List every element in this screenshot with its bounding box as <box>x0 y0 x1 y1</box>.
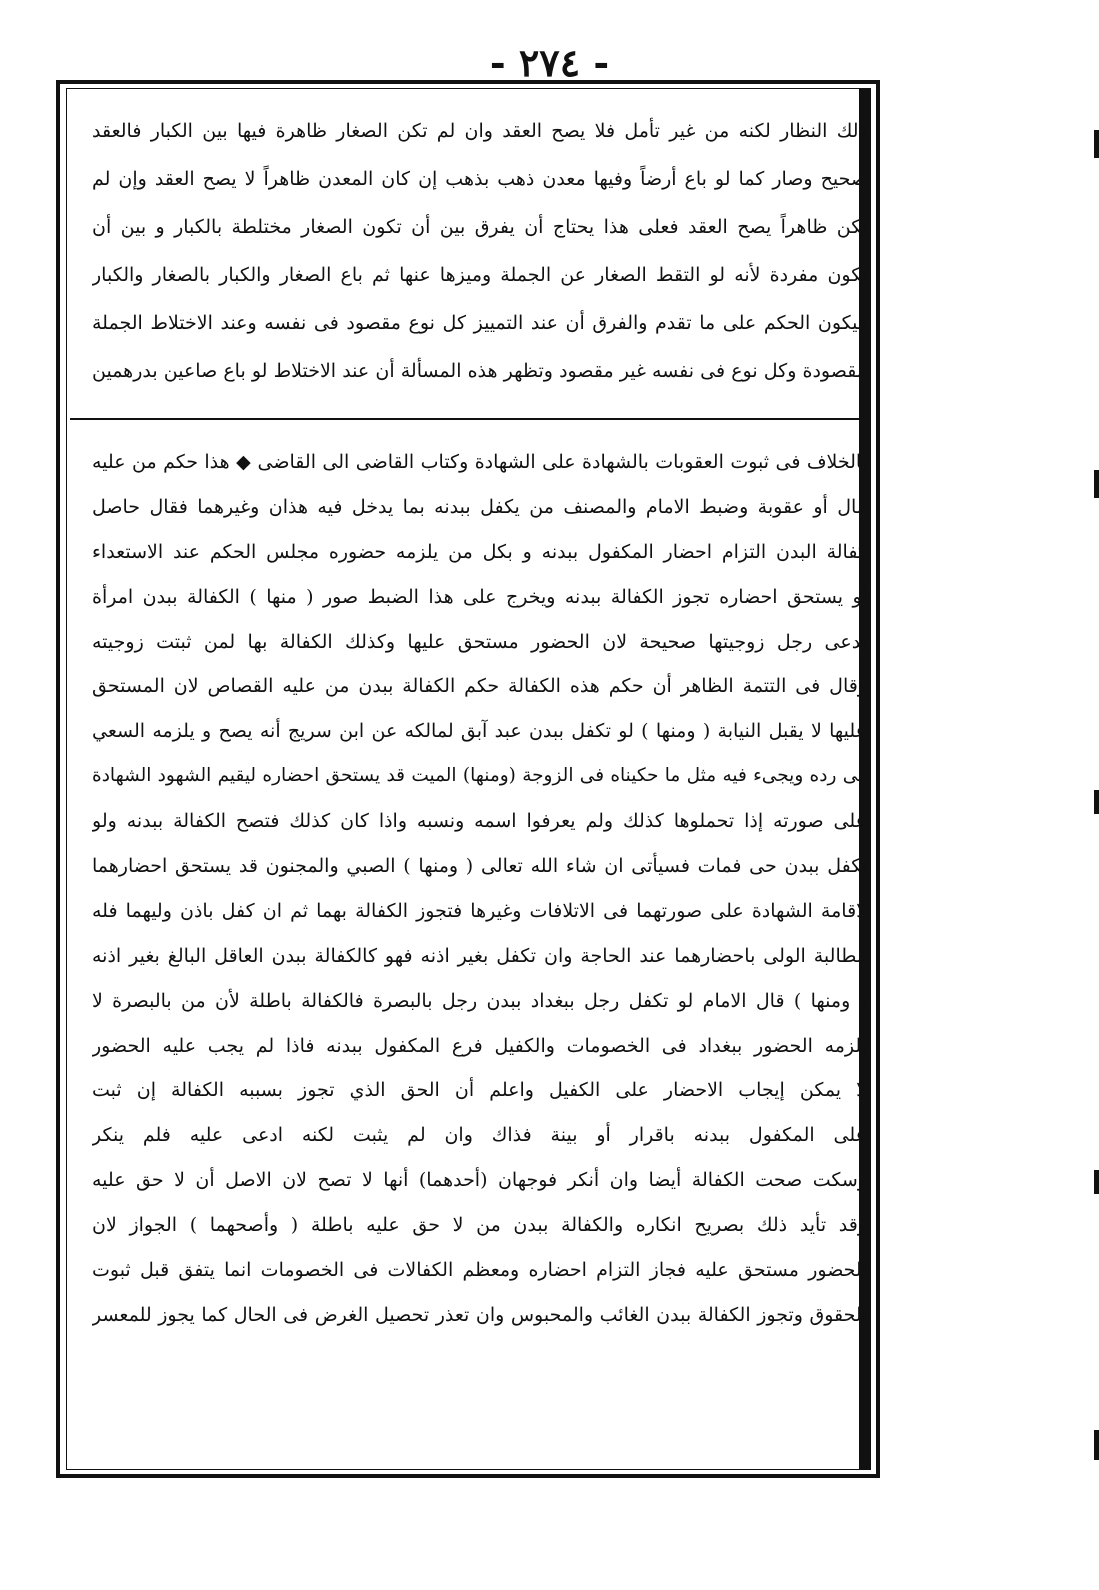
text-line: على المكفول ببدنه باقرار أو بينة فذاك وان لم يثبت لكنه ادعى عليه فلم ينكر <box>92 1124 867 1147</box>
text-line: ذلك النظار لكنه من غير تأمل فلا يصح العقد وان لم تكن الصغار ظاهرة فيها بين الكبار فالعقد <box>92 120 867 142</box>
section-divider <box>70 418 860 420</box>
text-line: وقد تأيد ذلك بصريح انكاره والكفالة ببدن من لا حق عليه باطلة ( وأصحهما ) الجواز لان <box>92 1214 867 1237</box>
text-line: مقصودة وكل نوع فى نفسه غير مقصود وتظهر هذه المسألة أن عند الاختلاط لو باع صاعين بدرهمين <box>92 360 867 382</box>
text-line: وسكت صحت الكفالة أيضا وان أنكر فوجهان (أحدهما) أنها لا تصح لان الاصل أن لا حق عليه <box>92 1169 867 1192</box>
text-line: لا يمكن إيجاب الاحضار على الكفيل واعلم أن الحق الذي تجوز بسببه الكفالة إن ثبت <box>92 1079 867 1102</box>
margin-mark <box>1094 130 1099 158</box>
text-line: الحضور مستحق عليه فجاز التزام احضاره ومعظم الكفالات فى الخصومات انما يتفق قبل ثبوت <box>92 1259 867 1282</box>
page-number: - ٢٧٤ - <box>489 40 610 85</box>
text-line: يكن ظاهراً يصح العقد فعلى هذا يحتاج أن يفرق بين أن تكون الصغار مختلطة بالكبار و بين أن <box>92 216 867 238</box>
text-line: عليها لا يقبل النيابة ( ومنها ) لو تكفل ببدن عبد آبق لمالكه عن ابن سريج أنه يصح و يلزمه السعي <box>92 720 867 743</box>
text-line: مال أو عقوبة وضبط الامام والمصنف من يكفل ببدنه بما يدخل فيه هذان وغيرهما فقال حاصل <box>92 495 867 518</box>
text-line: أو يستحق احضاره تجوز الكفالة ببدنه ويخرج على هذا الضبط صور ( منها ) الكفالة ببدن امرأة <box>92 585 867 608</box>
text-line: على صورته إذا تحملوها كذلك ولم يعرفوا اسمه ونسبه واذا كان كذلك فتصح الكفالة ببدنه ولو <box>92 810 867 833</box>
text-line: صحيح وصار كما لو باع أرضاً وفيها معدن ذهب بذهب إن كان المعدن ظاهراً لا يصح العقد وإن لم <box>92 168 867 190</box>
margin-mark <box>1094 790 1099 814</box>
text-line: كفالة البدن التزام احضار المكفول ببدنه و بكل من يلزمه حضوره مجلس الحكم عند الاستعداء <box>92 540 867 563</box>
text-line: يدعى رجل زوجيتها صحيحة لان الحضور مستحق عليها وكذلك الكفالة بها لمن ثبتت زوجيته <box>92 630 867 653</box>
text-line: مطالبة الولى باحضارهما عند الحاجة وان تكفل بغير اذنه فهو كالكفالة ببدن العاقل البالغ بغير اذنه <box>92 944 867 967</box>
margin-mark <box>1094 1170 1099 1194</box>
text-line: يلزمه الحضور ببغداد فى الخصومات والكفيل فرع المكفول ببدنه فاذا لم يجب عليه الحضور <box>92 1034 867 1057</box>
margin-mark <box>1094 470 1099 498</box>
lower-text-block <box>92 440 867 1338</box>
text-line: وقال فى التتمة الظاهر أن حكم هذه الكفالة حكم الكفالة ببدن من عليه القصاص لان المستحق <box>92 675 867 698</box>
text-line: فى رده ويجىء فيه مثل ما حكيناه فى الزوجة (ومنها) الميت قد يستحق احضاره ليقيم الشهود الشهادة <box>92 765 867 787</box>
text-line: تكون مفردة لأنه لو التقط الصغار عن الجملة وميزها عنها ثم باع الصغار والكبار بالصغار والكبار <box>92 264 867 286</box>
text-line: لاقامة الشهادة على صورتهما فى الاتلافات وغيرها فتجوز الكفالة بهما ثم ان كفل باذن وليهما فله <box>92 899 867 922</box>
text-line: بالخلاف فى ثبوت العقوبات بالشهادة على الشهادة وكتاب القاضى الى القاضى ◆ هذا حكم من عليه <box>92 451 867 473</box>
text-line: تكفل ببدن حى فمات فسيأتى ان شاء الله تعالى ( ومنها ) الصبي والمجنون قد يستحق احضارهما <box>92 855 867 878</box>
text-line: فيكون الحكم على ما تقدم والفرق أن عند التمييز كل نوع مقصود فى نفسه وعند الاختلاط الجملة <box>92 312 867 334</box>
text-line: الحقوق وتجوز الكفالة ببدن الغائب والمحبوس وان تعذر تحصيل الغرض فى الحال كما يجوز للمعسر <box>92 1303 867 1326</box>
upper-text-block <box>92 107 867 395</box>
text-line: ( ومنها ) قال الامام لو تكفل رجل ببغداد ببدن رجل بالبصرة فالكفالة باطلة لأن من بالبصرة لا <box>92 989 867 1012</box>
margin-mark <box>1094 1430 1099 1460</box>
